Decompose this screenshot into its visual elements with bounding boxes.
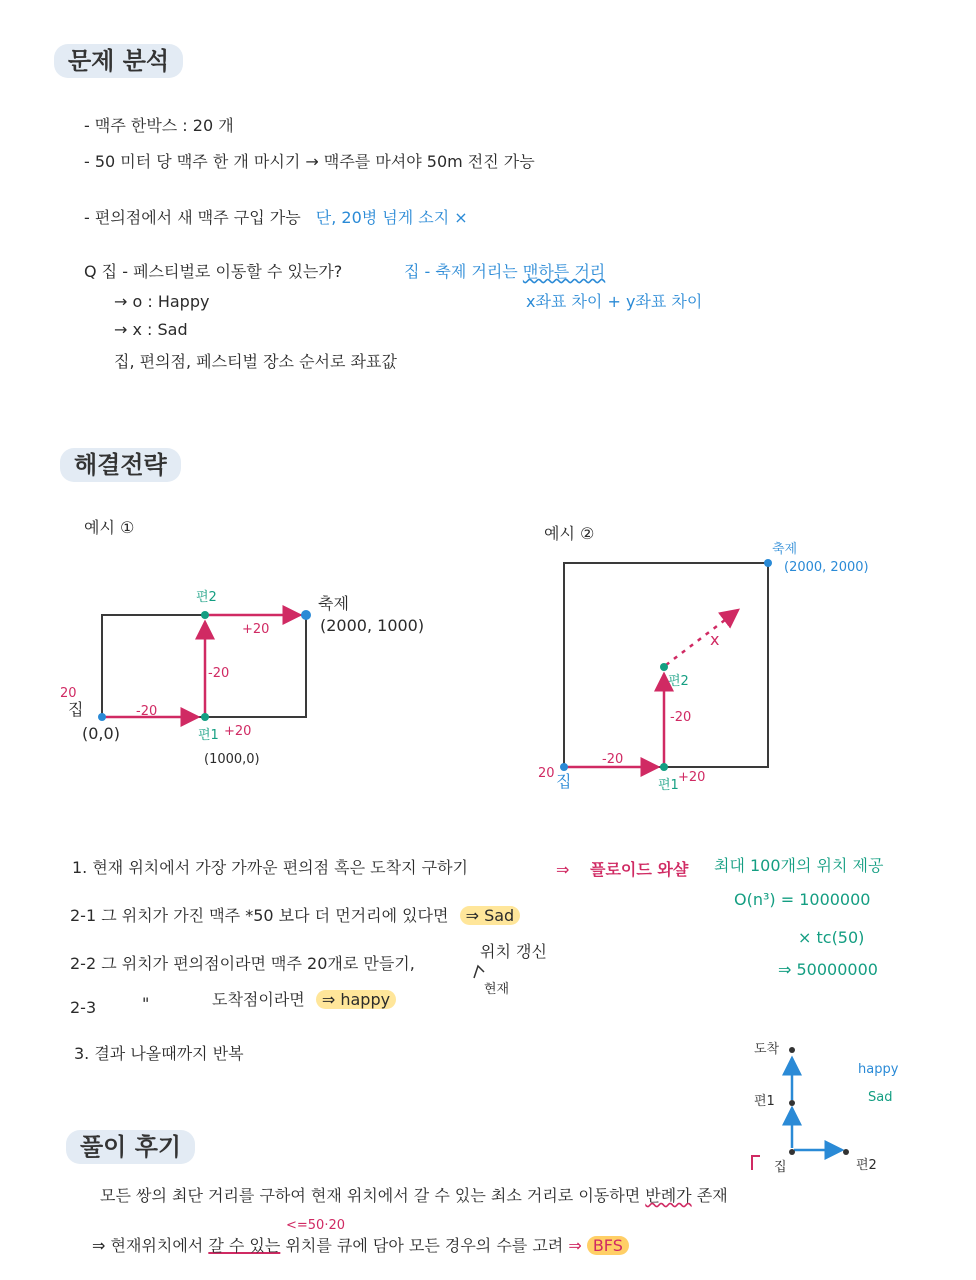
- ex2-p1-label: +20: [678, 770, 706, 785]
- step-1-algorithm: 플로이드 와샬: [590, 860, 689, 879]
- ex1-home-label: 집: [68, 700, 84, 719]
- ex1-store1-label: 편1: [198, 728, 219, 743]
- mini-dest-dot: [789, 1047, 795, 1053]
- question-happy: → o : Happy: [114, 292, 210, 311]
- ex2-store2-dot: [660, 663, 668, 671]
- step-1: 1. 현재 위치에서 가장 가까운 편의점 혹은 도착지 구하기: [72, 858, 468, 877]
- question-order: 집, 편의점, 페스티벌 장소 순서로 좌표값: [114, 352, 397, 371]
- review-bfs: BFS: [587, 1236, 629, 1255]
- ex2-festival-label: 축제: [772, 542, 798, 557]
- ex2-store1-dot: [660, 763, 668, 771]
- complexity-1: O(n³) = 1000000: [734, 890, 871, 909]
- step-3: 3. 결과 나올때까지 반복: [74, 1044, 244, 1063]
- ex2-festival-coord: (2000, 2000): [784, 560, 869, 575]
- analysis-heading: 문제 분석: [54, 44, 183, 78]
- mini-dest-label: 도착: [754, 1042, 780, 1057]
- review-line-1-b: 반례가: [645, 1186, 692, 1205]
- mini-store1-dot: [789, 1100, 795, 1106]
- ex1-m1-label: -20: [136, 704, 158, 719]
- example-2-label: 예시 ②: [544, 524, 595, 543]
- review-line-2-b: 갈 수 있는: [208, 1236, 281, 1255]
- review-heading: 풀이 후기: [66, 1130, 195, 1164]
- ex2-home-label: 집: [556, 772, 572, 791]
- review-line-2-a: ⇒ 현재위치에서: [92, 1236, 204, 1255]
- analysis-bullet-3-text: - 편의점에서 새 맥주 구입 가능: [84, 208, 301, 227]
- review-line-2-c: 위치를 큐에 담아 모든 경우의 수를 고려: [285, 1236, 564, 1255]
- manhattan-distance: 맨하튼 거리: [522, 262, 606, 281]
- ex2-festival-dot: [764, 559, 772, 567]
- ex2-m2-label: -20: [670, 710, 692, 725]
- ex2-x-mark: x: [710, 630, 720, 649]
- step-2-1: [70, 906, 520, 926]
- review-line-1: [100, 1186, 728, 1206]
- step-1-note: 최대 100개의 위치 제공: [714, 856, 884, 875]
- mini-home-label: 집: [774, 1160, 787, 1175]
- analysis-bullet-2: - 50 미터 당 맥주 한 개 마시기 → 맥주를 마셔야 50m 전진 가능: [84, 152, 535, 171]
- distance-formula: x좌표 차이 + y좌표 차이: [526, 292, 703, 311]
- step-2-1-text: 2-1 그 위치가 가진 맥주 *50 보다 더 먼거리에 있다면: [70, 906, 449, 925]
- update-caret: [474, 966, 484, 978]
- ex1-home-coord: (0,0): [82, 724, 120, 743]
- analysis-bullet-1: - 맥주 한박스 : 20 개: [84, 116, 234, 135]
- strategy-heading: 해결전략: [60, 448, 181, 482]
- ex1-home-beer: 20: [60, 686, 77, 701]
- mini-home-dot: [789, 1149, 795, 1155]
- mini-happy: happy: [858, 1062, 899, 1077]
- review-line-2: [92, 1236, 629, 1256]
- question-sad: → x : Sad: [114, 320, 188, 339]
- ex1-store2-dot: [201, 611, 209, 619]
- ex1-p2-label: +20: [242, 622, 270, 637]
- ex2-store1-label: 편1: [658, 778, 679, 793]
- ex2-m1-label: -20: [602, 752, 624, 767]
- mini-store1-label: 편1: [754, 1094, 775, 1109]
- complexity-3: ⇒ 50000000: [778, 960, 878, 979]
- step-2-1-result: ⇒ Sad: [460, 906, 521, 925]
- mini-store2-label: 편2: [856, 1158, 877, 1173]
- review-line-1-c: 존재: [696, 1186, 728, 1205]
- step-2-2-update: 위치 갱신: [480, 942, 547, 961]
- step-2-3-number: 2-3: [70, 998, 97, 1017]
- example-1-label: 예시 ①: [84, 518, 135, 537]
- step-2-2: 2-2 그 위치가 편의점이라면 맥주 20개로 만들기,: [70, 954, 415, 973]
- ex1-store1-dot: [201, 713, 209, 721]
- ex2-store2-label: 편2: [668, 674, 689, 689]
- analysis-bullet-3-note: 단, 20병 넘게 소지 ×: [315, 208, 468, 227]
- ex1-home-dot: [98, 713, 106, 721]
- question-line: Q 집 - 페스티벌로 이동할 수 있는가?: [84, 262, 343, 281]
- step-2-2-current: 현재: [484, 982, 510, 997]
- step-2-3-ditto: ": [142, 994, 150, 1013]
- step-2-3-text: 도착점이라면: [212, 990, 305, 1009]
- ex1-festival-dot: [301, 610, 311, 620]
- complexity-2: × tc(50): [798, 928, 865, 947]
- review-annotation: <=50·20: [286, 1218, 346, 1233]
- review-line-1-a: 모든 쌍의 최단 거리를 구하여 현재 위치에서 갈 수 있는 최소 거리로 이동하면: [100, 1186, 641, 1205]
- distance-note-prefix: 집 - 축제 거리는: [404, 262, 518, 281]
- review-line-2-arrow: ⇒: [568, 1236, 582, 1255]
- ex1-store2-label: 편2: [196, 590, 217, 605]
- ex2-home-dot: [560, 763, 568, 771]
- ex2-home-beer: 20: [538, 766, 555, 781]
- ex1-festival-coord: (2000, 1000): [320, 616, 425, 635]
- step-2-3: [212, 990, 396, 1010]
- mini-red-mark: [752, 1156, 760, 1170]
- ex2-dashed-path: [666, 610, 738, 665]
- mini-sad: Sad: [868, 1090, 893, 1105]
- ex1-p1-label: +20: [224, 724, 252, 739]
- ex1-m2-label: -20: [208, 666, 230, 681]
- ex1-festival-label: 축제: [318, 594, 349, 613]
- step-2-3-result: ⇒ happy: [316, 990, 396, 1009]
- mini-store2-dot: [843, 1149, 849, 1155]
- ex1-store1-coord: (1000,0): [204, 752, 260, 767]
- step-1-arrow: ⇒: [556, 860, 570, 879]
